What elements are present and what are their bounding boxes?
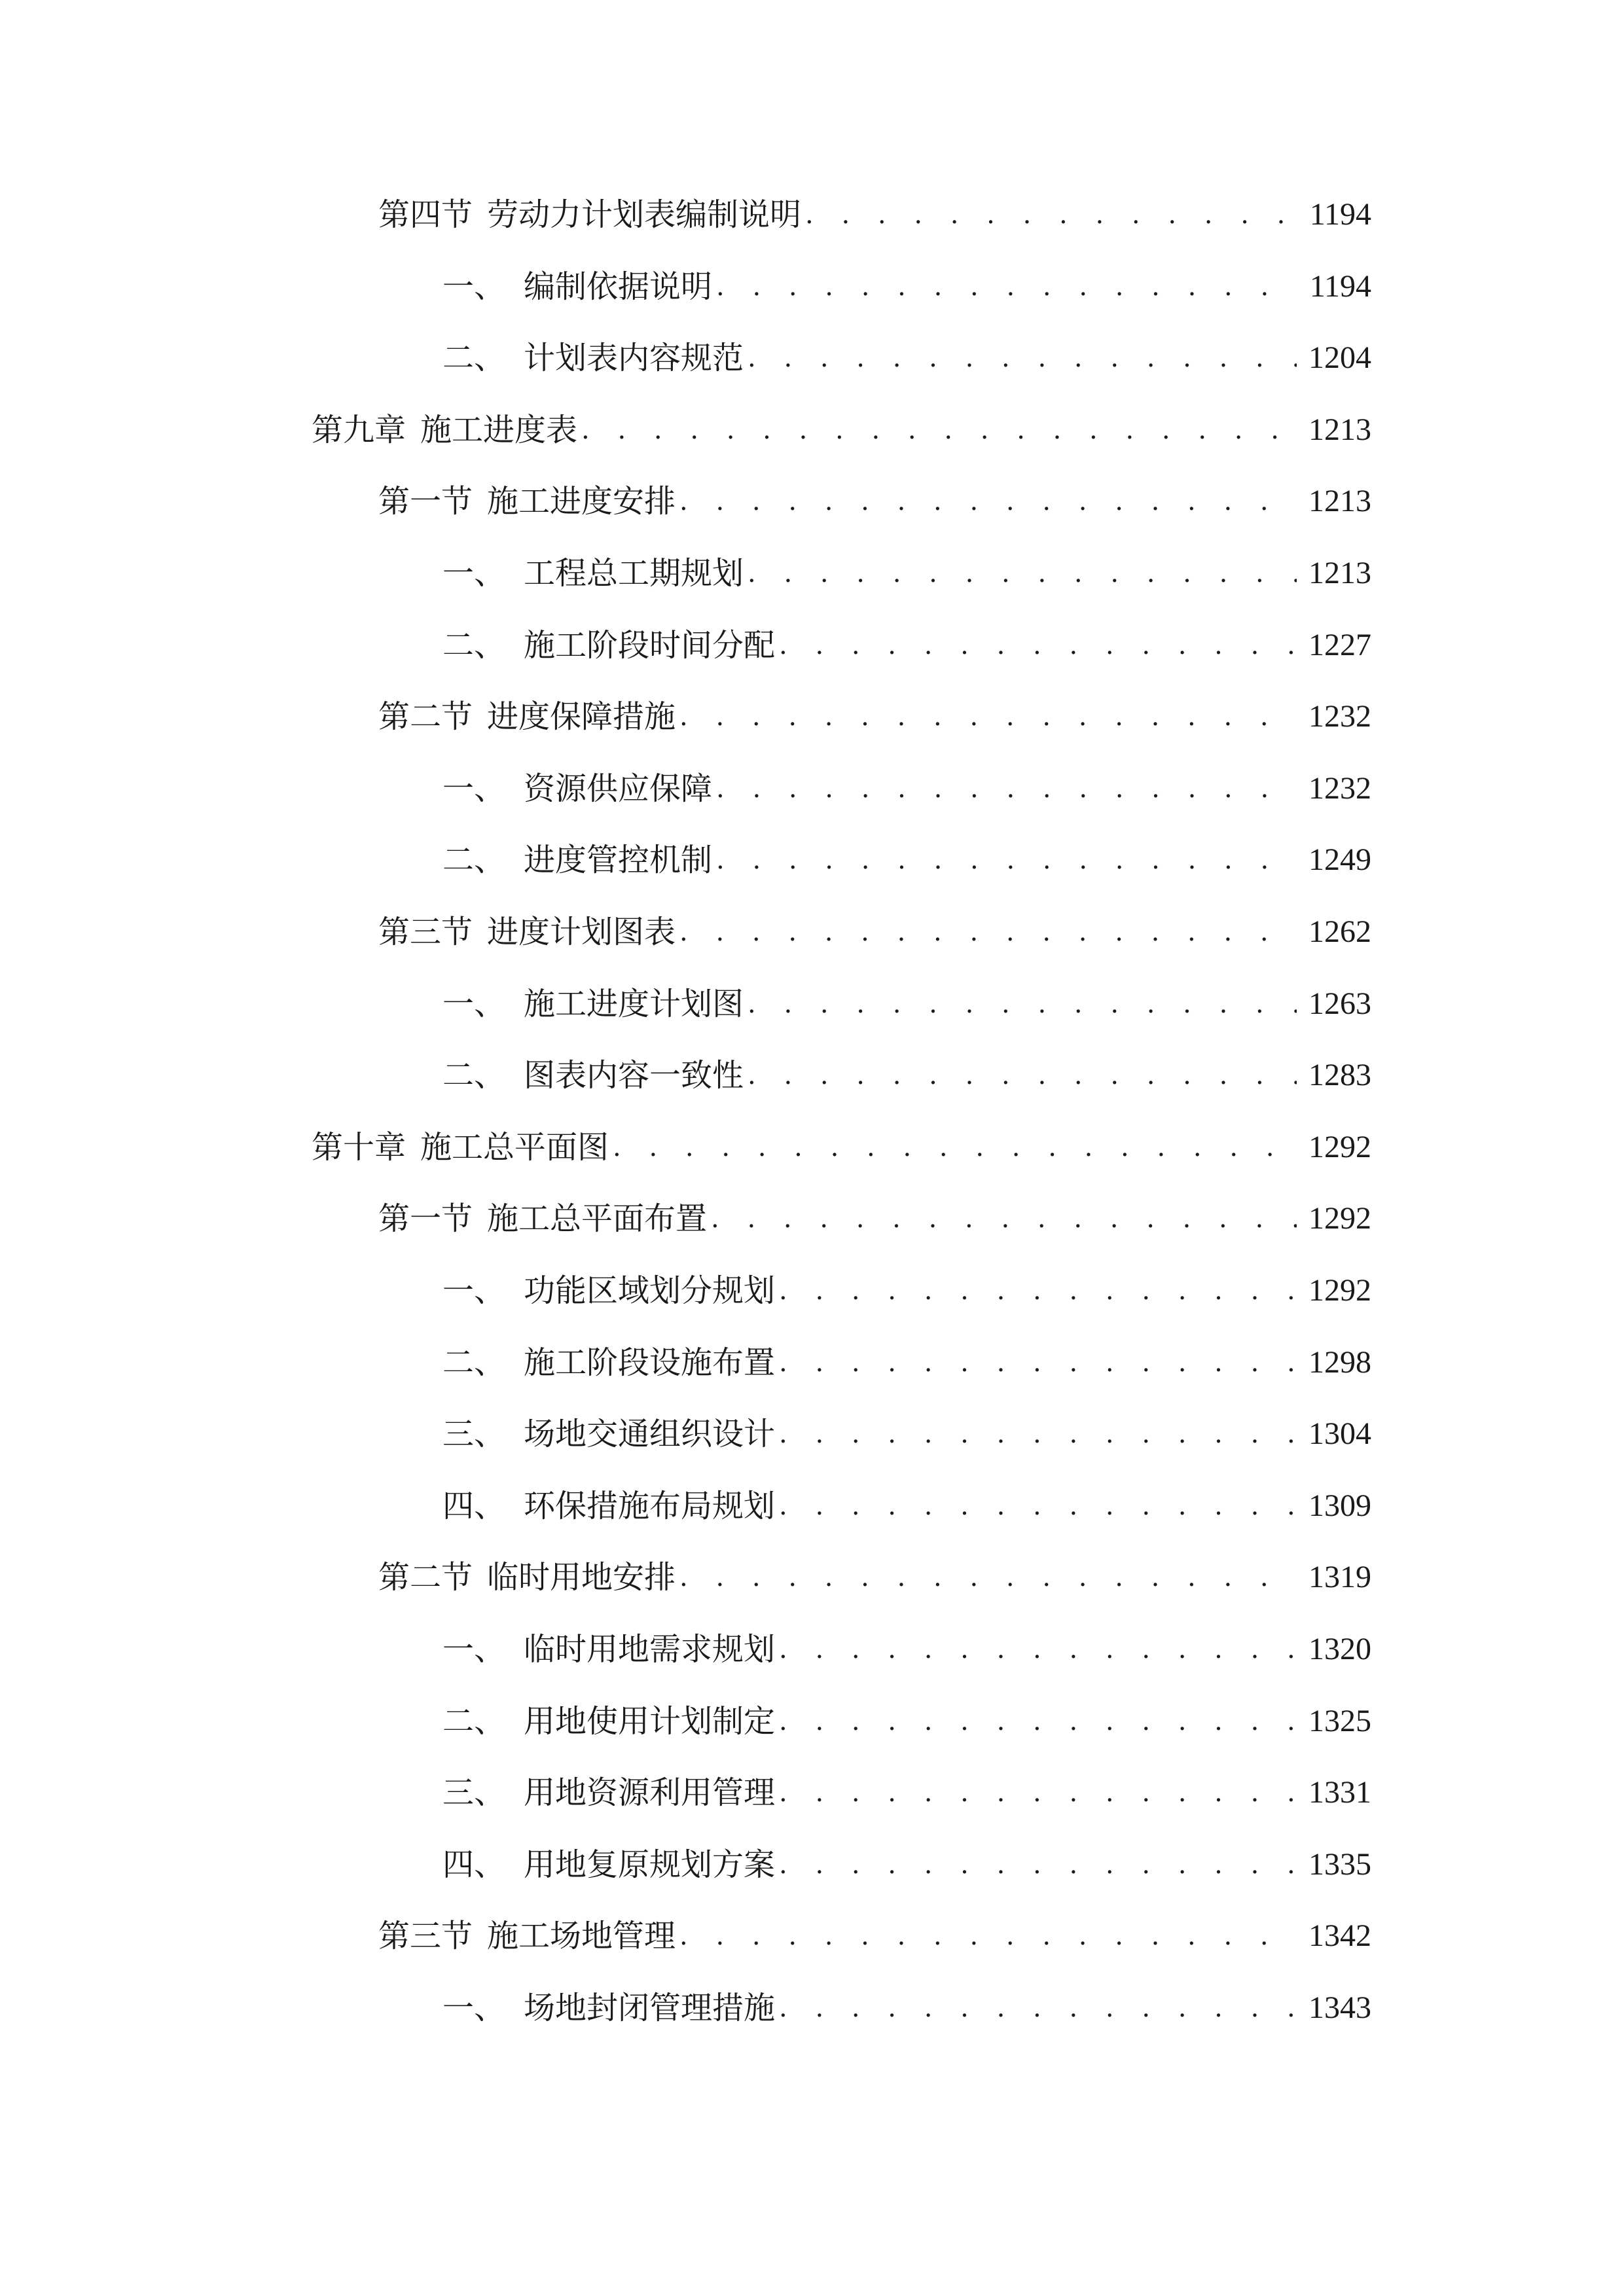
toc-entry-number: 第一节 <box>378 483 473 520</box>
toc-entry-number: 第十章 <box>312 1129 406 1166</box>
toc-page-number: 1292 <box>1308 1273 1371 1308</box>
toc-entry-title: 施工阶段时间分配 <box>524 627 776 664</box>
toc-entry-title: 图表内容一致性 <box>524 1057 744 1094</box>
toc-entry[interactable] <box>442 1623 1371 1676</box>
toc-entry-title: 场地封闭管理措施 <box>524 1990 776 2026</box>
toc-entry[interactable] <box>442 1408 1371 1460</box>
toc-dot-leader <box>779 1480 1297 1532</box>
toc-entry[interactable] <box>442 978 1371 1030</box>
toc-entry-number: 四、 <box>442 1846 506 1883</box>
toc-entry-number: 第三节 <box>378 914 473 950</box>
toc-dot-leader <box>679 475 1297 528</box>
toc-dot-leader <box>779 1695 1297 1748</box>
toc-page-number: 1319 <box>1308 1560 1371 1594</box>
toc-page-number: 1342 <box>1308 1918 1371 1953</box>
toc-entry-title: 施工进度计划图 <box>524 986 744 1022</box>
toc-entry-number: 三、 <box>442 1774 506 1811</box>
toc-dot-leader <box>679 1910 1297 1962</box>
toc-dot-leader <box>716 834 1297 886</box>
toc-entry-title: 施工场地管理 <box>487 1918 676 1954</box>
toc-entry[interactable] <box>378 691 1371 743</box>
toc-page-number: 1335 <box>1308 1847 1371 1882</box>
toc-entry-title: 劳动力计划表编制说明 <box>487 196 802 233</box>
toc-dot-leader <box>779 1623 1297 1676</box>
toc-dot-leader <box>779 1336 1297 1389</box>
toc-page-number: 1262 <box>1308 914 1371 949</box>
toc-page-number: 1227 <box>1308 628 1371 662</box>
toc-page-number: 1309 <box>1308 1488 1371 1523</box>
toc-page-number: 1232 <box>1308 699 1371 734</box>
toc-dot-leader <box>613 1121 1297 1174</box>
toc-entry-title: 进度保障措施 <box>487 698 676 735</box>
toc-dot-leader <box>581 404 1297 456</box>
toc-dot-leader <box>805 188 1297 241</box>
toc-entry-number: 第九章 <box>312 412 406 448</box>
toc-entry-number: 第三节 <box>378 1918 473 1954</box>
toc-entry-number: 一、 <box>442 555 506 592</box>
toc-entry[interactable] <box>442 1265 1371 1317</box>
toc-entry[interactable] <box>442 619 1371 672</box>
toc-entry[interactable] <box>442 1695 1371 1748</box>
toc-entry-title: 施工总平面布置 <box>487 1200 708 1237</box>
toc-dot-leader <box>748 332 1297 384</box>
toc-entry[interactable] <box>442 1767 1371 1819</box>
toc-entry[interactable] <box>378 188 1371 241</box>
toc-entry[interactable] <box>442 1839 1371 1891</box>
toc-entry-title: 用地使用计划制定 <box>524 1703 776 1740</box>
toc-entry-title: 工程总工期规划 <box>524 555 744 592</box>
toc-dot-leader <box>711 1193 1297 1245</box>
toc-entry[interactable] <box>442 762 1371 815</box>
toc-page-number: 1320 <box>1308 1632 1371 1666</box>
toc-entry[interactable] <box>378 475 1371 528</box>
toc-entry-number: 一、 <box>442 1631 506 1668</box>
toc-page-number: 1298 <box>1308 1345 1371 1380</box>
toc-entry-number: 一、 <box>442 1990 506 2026</box>
toc-entry-number: 二、 <box>442 627 506 664</box>
toc-page-number: 1213 <box>1308 412 1371 447</box>
toc-dot-leader <box>779 1839 1297 1891</box>
toc-page-number: 1283 <box>1308 1058 1371 1092</box>
toc-page-number: 1204 <box>1308 340 1371 375</box>
toc-entry[interactable] <box>442 1049 1371 1102</box>
toc-page-number: 1304 <box>1308 1416 1371 1451</box>
toc-entry-number: 二、 <box>442 1703 506 1740</box>
toc-dot-leader <box>716 260 1297 313</box>
toc-entry-number: 第二节 <box>378 1559 473 1596</box>
toc-entry-title: 施工进度表 <box>420 412 578 448</box>
toc-page-number: 1194 <box>1309 197 1371 232</box>
toc-page-number: 1232 <box>1308 771 1371 806</box>
toc-entry-title: 用地资源利用管理 <box>524 1774 776 1811</box>
toc-entry-title: 编制依据说明 <box>524 268 713 305</box>
toc-page-number: 1249 <box>1308 842 1371 877</box>
toc-dot-leader <box>716 762 1297 815</box>
toc-entry[interactable] <box>378 1193 1371 1245</box>
toc-dot-leader <box>679 1551 1297 1604</box>
toc-entry[interactable] <box>312 404 1371 456</box>
toc-dot-leader <box>779 619 1297 672</box>
toc-entry-title: 进度计划图表 <box>487 914 676 950</box>
toc-entry-number: 二、 <box>442 1344 506 1381</box>
toc-page-number: 1292 <box>1308 1201 1371 1236</box>
toc-entry-number: 第四节 <box>378 196 473 233</box>
toc-entry-number: 三、 <box>442 1416 506 1452</box>
toc-entry-number: 二、 <box>442 1057 506 1094</box>
toc-dot-leader <box>748 1049 1297 1102</box>
toc-entry[interactable] <box>442 332 1371 384</box>
toc-page-number: 1325 <box>1308 1704 1371 1738</box>
toc-entry-title: 临时用地需求规划 <box>524 1631 776 1668</box>
toc-entry-number: 一、 <box>442 986 506 1022</box>
toc-entry-title: 环保措施布局规划 <box>524 1488 776 1524</box>
toc-page-number: 1343 <box>1308 1990 1371 2025</box>
toc-page-number: 1194 <box>1309 269 1371 304</box>
toc-entry-title: 功能区域划分规划 <box>524 1272 776 1309</box>
toc-entry-title: 施工进度安排 <box>487 483 676 520</box>
toc-entry[interactable] <box>442 260 1371 313</box>
toc-dot-leader <box>679 691 1297 743</box>
toc-entry-title: 施工阶段设施布置 <box>524 1344 776 1381</box>
toc-dot-leader <box>779 1408 1297 1460</box>
toc-entry-title: 施工总平面图 <box>420 1129 609 1166</box>
toc-entry-number: 二、 <box>442 340 506 376</box>
toc-page-number: 1331 <box>1308 1775 1371 1810</box>
toc-entry-title: 资源供应保障 <box>524 770 713 807</box>
toc-page-number: 1213 <box>1308 556 1371 590</box>
toc-entry[interactable] <box>378 906 1371 958</box>
toc-entry-number: 一、 <box>442 268 506 305</box>
toc-entry[interactable] <box>442 834 1371 886</box>
toc-entry[interactable] <box>378 1551 1371 1604</box>
toc-entry-number: 一、 <box>442 1272 506 1309</box>
toc-dot-leader <box>779 1265 1297 1317</box>
toc-entry-number: 一、 <box>442 770 506 807</box>
toc-entry-title: 场地交通组织设计 <box>524 1416 776 1452</box>
toc-dot-leader <box>779 1767 1297 1819</box>
toc-entry[interactable] <box>442 1982 1371 2034</box>
toc-page-number: 1213 <box>1308 484 1371 518</box>
toc-entry-title: 临时用地安排 <box>487 1559 676 1596</box>
toc-entry[interactable] <box>378 1910 1371 1962</box>
toc-entry[interactable] <box>442 1480 1371 1532</box>
toc-entry-title: 用地复原规划方案 <box>524 1846 776 1883</box>
toc-entry[interactable] <box>442 547 1371 600</box>
toc-entry[interactable] <box>312 1121 1371 1174</box>
toc-entry-title: 进度管控机制 <box>524 842 713 878</box>
toc-entry-number: 二、 <box>442 842 506 878</box>
toc-dot-leader <box>748 547 1297 600</box>
toc-page-number: 1263 <box>1308 986 1371 1021</box>
toc-entry-title: 计划表内容规范 <box>524 340 744 376</box>
toc-entry-number: 第一节 <box>378 1200 473 1237</box>
toc-dot-leader <box>679 906 1297 958</box>
toc-dot-leader <box>748 978 1297 1030</box>
toc-entry-number: 四、 <box>442 1488 506 1524</box>
toc-entry-number: 第二节 <box>378 698 473 735</box>
toc-page-number: 1292 <box>1308 1130 1371 1164</box>
toc-dot-leader <box>779 1982 1297 2034</box>
toc-entry[interactable] <box>442 1336 1371 1389</box>
